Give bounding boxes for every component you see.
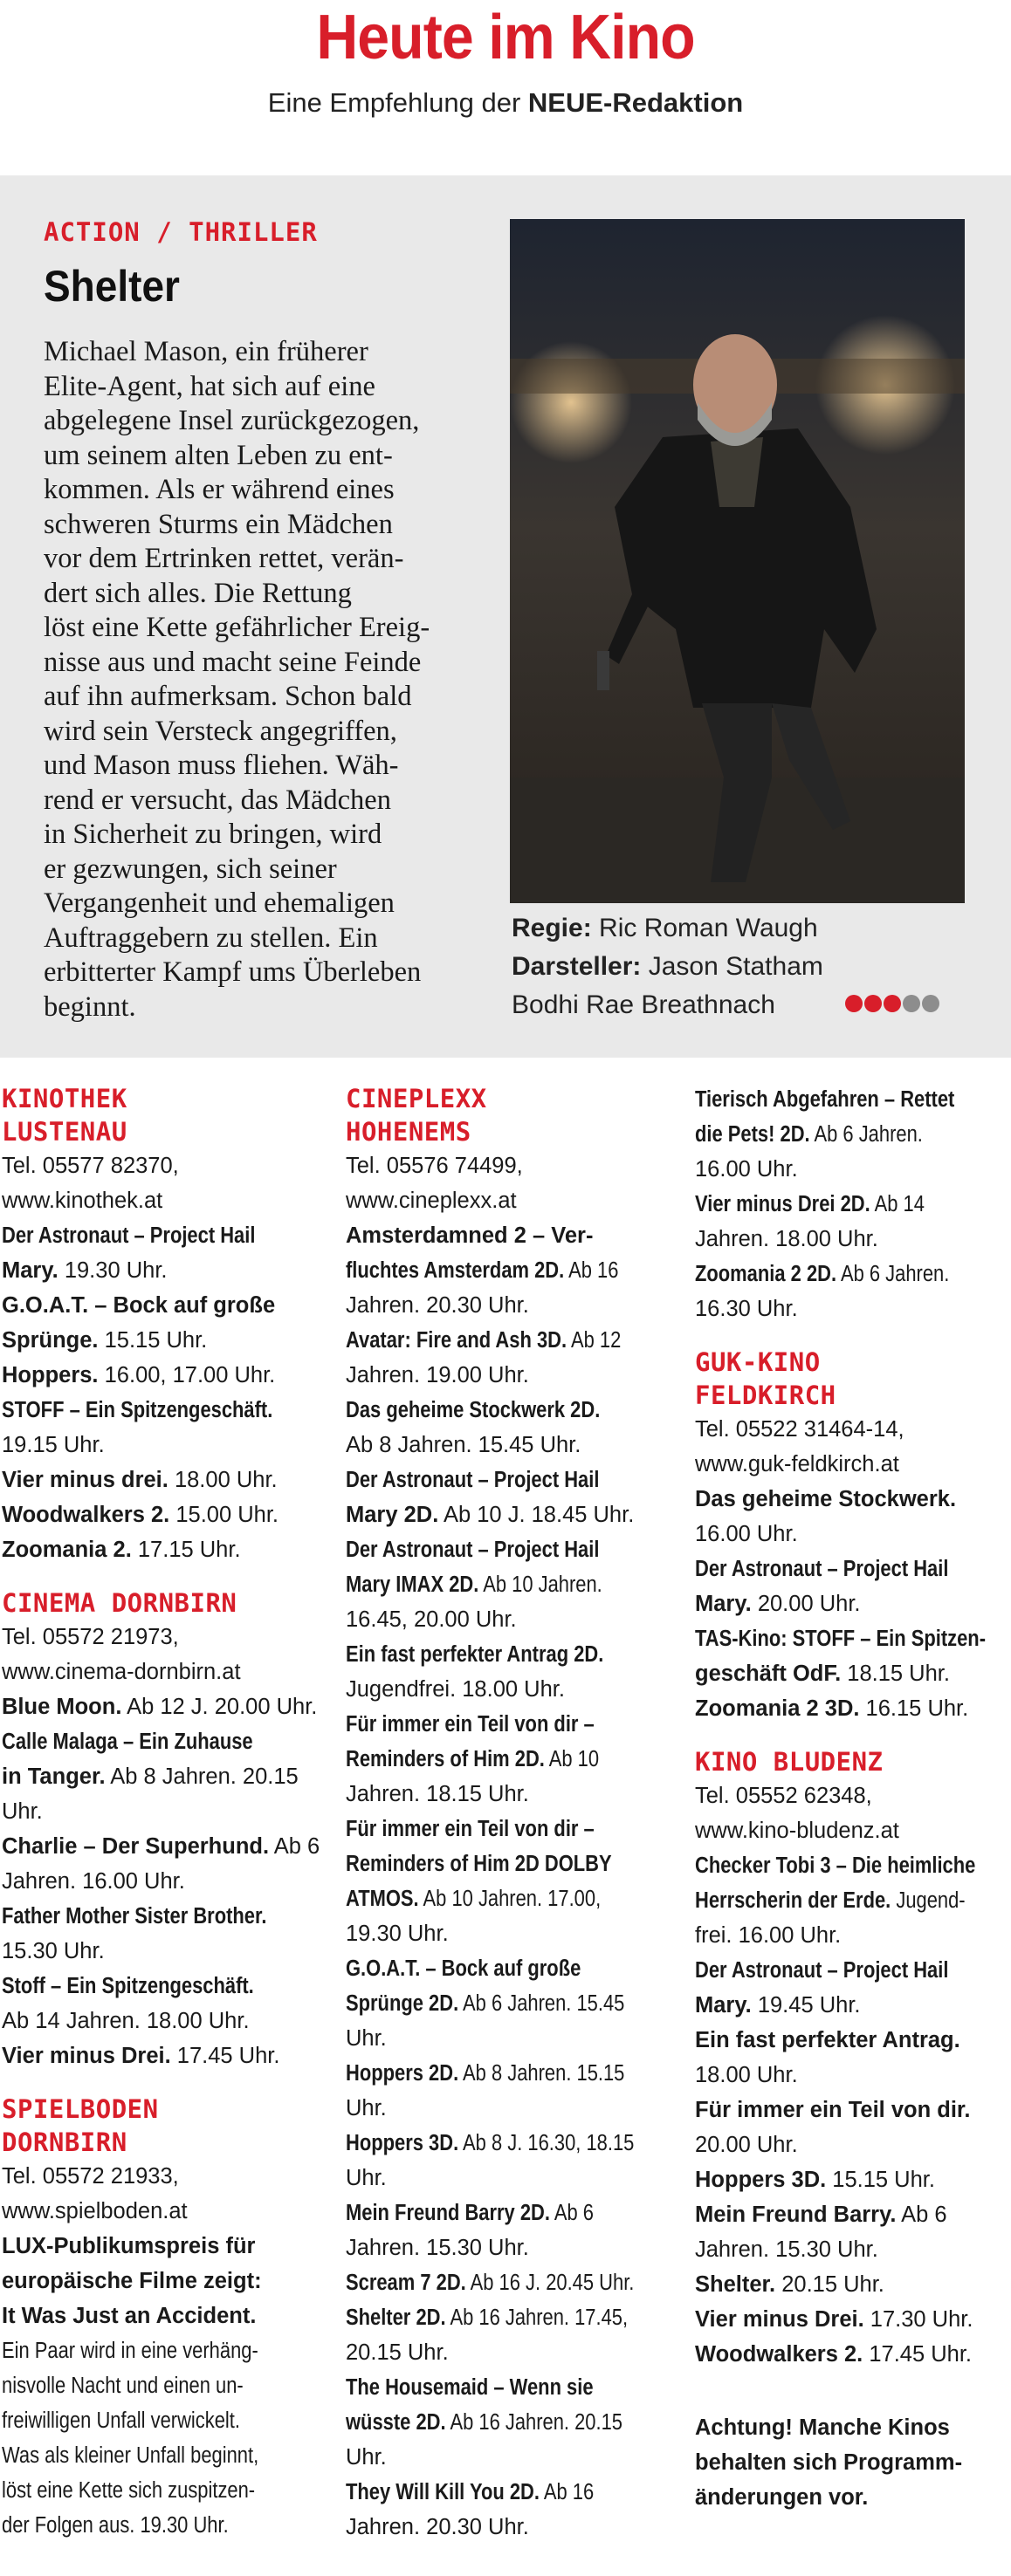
listing-column-2 [346,1082,669,2545]
synopsis-line: vor dem Ertrinken rettet, verän- [44,543,404,574]
listing-line: Ein fast perfekter Antrag 2D. [346,1642,604,1667]
cinema-name: KINO BLUDENZ [695,1747,884,1777]
subtitle-editorial: NEUE-Redaktion [527,87,744,118]
cinema-name: CINEPLEXX HOHENEMS [346,1084,487,1147]
listing-line: Für immer ein Teil von dir – [346,1817,595,1841]
synopsis-line: um seinem alten Leben zu ent- [44,439,393,471]
page-header [0,0,1011,175]
listing-line: Sprünge 2D. Ab 6 Jahren. 15.45 [346,1991,625,2016]
cinema-listing-guk: Tel. 05522 31464-14, www.guk-feldkirch.at Das geheime Stockwerk. 16.00 Uhr. Der Astronaut – Project Hail Mary. 20.00 Uhr. TAS-Kino: STOFF – Ein Spitzen- geschäft OdF. 18.15 Uhr. Zoomania 2 3D. 16.15 Uhr. [695,1417,987,1721]
listing-line: Jahren. 18.00 Uhr. [695,1227,878,1251]
synopsis-line: auf ihn aufmerksam. Schon bald [44,681,412,712]
listing-line: Mein Freund Barry 2D. Ab 6 [346,2201,594,2225]
listing-line: Zoomania 2 2D. Ab 6 Jahren. [695,1262,950,1286]
synopsis-line: wird sein Versteck angegriffen, [44,715,397,747]
cinema-listing-bludenz: Tel. 05552 62348, www.kino-bludenz.at Checker Tobi 3 – Die heimliche Herrscherin der Erde. Jugend- frei. 16.00 Uhr. Der Astronaut – Project Hail Mary. 19.45 Uhr. Ein fast perfekter Antrag. 18.00 Uhr. Für immer ein Teil von dir. 20.00 Uhr. Hoppers 3D. 15.15 Uhr. Mein Freund Barry. Ab 6 Jahren. 15.30 Uhr. Shelter. 20.15 Uhr. Vier minus Drei. 17.30 Uhr. Woodwalkers 2. 17.45 Uhr. [695,1784,976,2367]
listing-line: Shelter 2D. Ab 16 Jahren. 17.45, [346,2305,629,2330]
cinema-name: KINOTHEK LUSTENAU [2,1084,127,1147]
page-subtitle [0,87,1011,119]
credit-cast-2: Bodhi Rae Breathnach [512,990,775,1019]
listing-line: 16.00 Uhr. [695,1157,798,1182]
listing-line: 19.30 Uhr. [346,1922,449,1946]
listing-line: Hoppers 3D. Ab 8 J. 16.30, 18.15 [346,2131,635,2155]
listing-line: Reminders of Him 2D DOLBY [346,1852,612,1876]
listing-line: die Pets! 2D. Ab 6 Jahren. [695,1122,923,1147]
listing-line: www.cineplexx.at [346,1189,517,1213]
listing-line: G.O.A.T. – Bock auf große [346,1956,581,1981]
listing-line: Scream 7 2D. Ab 16 J. 20.45 Uhr. [346,2271,635,2295]
synopsis-line: Michael Mason, ein früherer [44,336,368,367]
rating-dot-empty [922,995,939,1012]
listing-line: Uhr. [346,2026,387,2051]
cinema-name: SPIELBODEN DORNBIRN [2,2094,159,2157]
synopsis-line: rend er versucht, das Mädchen [44,784,391,816]
cinema-listing-spielboden: Tel. 05572 21933, www.spielboden.at LUX-Publikumspreis für europäische Filme zeigt: It Was Just an Accident. Ein Paar wird in eine verhäng- nisvolle Nacht und einen un- freiwilligen Unfall verwickelt. Was als kleiner Unfall beginnt, löst eine Kette sich zuspitzen- der Folgen aus. 19.30 Uhr. [2,2164,262,2538]
listing-line: wüsste 2D. Ab 16 Jahren. 20.15 [346,2410,622,2435]
listing-line: Tel. 05576 74499, [346,1154,523,1178]
listing-line: ATMOS. Ab 10 Jahren. 17.00, [346,1887,602,1911]
cinema-listing-dornbirn: Tel. 05572 21973, www.cinema-dornbirn.at Blue Moon. Ab 12 J. 20.00 Uhr. Calle Malaga – Ein Zuhause in Tanger. Ab 8 Jahren. 20.15 Uhr. Charlie – Der Superhund. Ab 6 Jahren. 16.00 Uhr. Father Mother Sister Brother. 15.30 Uhr. Stoff – Ein Spitzengeschäft. Ab 14 Jahren. 18.00 Uhr. Vier minus Drei. 17.45 Uhr. [2,1625,320,2068]
rating-dot-empty [903,995,920,1012]
page-title: Heute im Kino [316,3,695,72]
synopsis-line: dert sich alles. Die Rettung [44,577,352,609]
rating-dot-filled [864,995,882,1012]
cinema-name: GUK-KINO FELDKIRCH [695,1347,836,1410]
listing-line: Der Astronaut – Project Hail [346,1538,600,1562]
featured-movie-panel [0,175,1011,1058]
synopsis-line: abgelegene Insel zurückgezogen, [44,405,420,436]
listing-line: The Housemaid – Wenn sie [346,2375,594,2400]
synopsis-line: in Sicherheit zu bringen, wird [44,819,382,850]
credit-director: Regie: Ric Roman Waugh [512,914,818,942]
listing-line: Vier minus Drei 2D. Ab 14 [695,1192,925,1216]
listing-line: Jahren. 15.30 Uhr. [346,2236,529,2260]
listing-line: Uhr. [346,2445,387,2470]
subtitle-prefix: Eine Empfehlung der [267,87,528,118]
listing-line: 16.30 Uhr. [695,1297,798,1321]
listing-line: Jahren. 20.30 Uhr. [346,2515,529,2539]
listing-line: Reminders of Him 2D. Ab 10 [346,1747,600,1771]
synopsis-line: löst eine Kette gefährlicher Ereig- [44,612,430,643]
synopsis-line: Auftraggebern zu stellen. Ein [44,921,378,954]
cinema-name: CINEMA DORNBIRN [2,1588,237,1618]
listing-line: Jahren. 19.00 Uhr. [346,1363,529,1387]
synopsis-line: Elite-Agent, hat sich auf eine [44,370,375,402]
listing-line: fluchtes Amsterdam 2D. Ab 16 [346,1258,619,1283]
listing-line: Jugendfrei. 18.00 Uhr. [346,1677,565,1702]
listing-line: Ab 8 Jahren. 15.45 Uhr. [346,1433,581,1457]
cinema-listing-cineplexx [346,1148,669,2545]
listing-line: Für immer ein Teil von dir – [346,1712,595,1737]
credit-cast: Darsteller: Jason Statham [512,952,823,981]
synopsis-line: erbitterter Kampf ums Überleben [44,956,422,988]
synopsis-line: nisse aus und macht seine Feinde [44,646,422,678]
listing-line: Hoppers 2D. Ab 8 Jahren. 15.15 [346,2061,625,2086]
movie-still-illustration [510,219,965,903]
rating-dots [845,995,941,1017]
synopsis-line: er gezwungen, sich seiner [44,853,337,885]
listing-line: 20.15 Uhr. [346,2340,449,2365]
movie-still-image [510,219,965,903]
movie-synopsis [44,335,498,1024]
listing-line: Amsterdamned 2 – Ver- [346,1223,594,1248]
synopsis-line: beginnt. [44,990,136,1023]
listing-line: Uhr. [346,2166,387,2190]
synopsis-line: schweren Sturms ein Mädchen [44,508,393,540]
listing-line: Mary IMAX 2D. Ab 10 Jahren. [346,1572,602,1597]
synopsis-line: kommen. Als er während eines [44,474,395,505]
cinema-listing-kinothek: Tel. 05577 82370, www.kinothek.at Der Astronaut – Project Hail Mary. 19.30 Uhr. G.O.A.T. – Bock auf große Sprünge. 15.15 Uhr. Hoppers. 16.00, 17.00 Uhr. STOFF – Ein Spitzengeschäft. 19.15 Uhr. Vier minus drei. 18.00 Uhr. Woodwalkers 2. 15.00 Uhr. Zoomania 2. 17.15 Uhr. [2,1154,279,1562]
listing-line: Der Astronaut – Project Hail [346,1468,600,1492]
listing-line: Mary 2D. Ab 10 J. 18.45 Uhr. [346,1503,635,1527]
listing-line: 16.45, 20.00 Uhr. [346,1607,517,1632]
listing-column-3 [695,1082,1011,2515]
listing-line: Avatar: Fire and Ash 3D. Ab 12 [346,1328,622,1353]
synopsis-line: und Mason muss fliehen. Wäh- [44,750,399,781]
listing-line: Das geheime Stockwerk 2D. [346,1398,601,1422]
rating-dot-filled [845,995,863,1012]
listing-column-1 [2,1082,325,2543]
listing-line: Jahren. 18.15 Uhr. [346,1782,529,1806]
cinema-listing-cineplexx-continued [695,1082,1011,1326]
listing-line: Tierisch Abgefahren – Rettet [695,1087,955,1112]
program-change-note: Achtung! Manche Kinos behalten sich Programm- änderungen vor. [695,2415,963,2510]
movie-genre: ACTION / THRILLER [44,217,318,247]
rating-dot-filled [884,995,901,1012]
movie-title: Shelter [44,262,180,311]
synopsis-line: Vergangenheit und ehemaligen [44,887,395,919]
listing-line: Uhr. [346,2096,387,2120]
listing-line: They Will Kill You 2D. Ab 16 [346,2480,595,2504]
listing-line: Jahren. 20.30 Uhr. [346,1293,529,1318]
